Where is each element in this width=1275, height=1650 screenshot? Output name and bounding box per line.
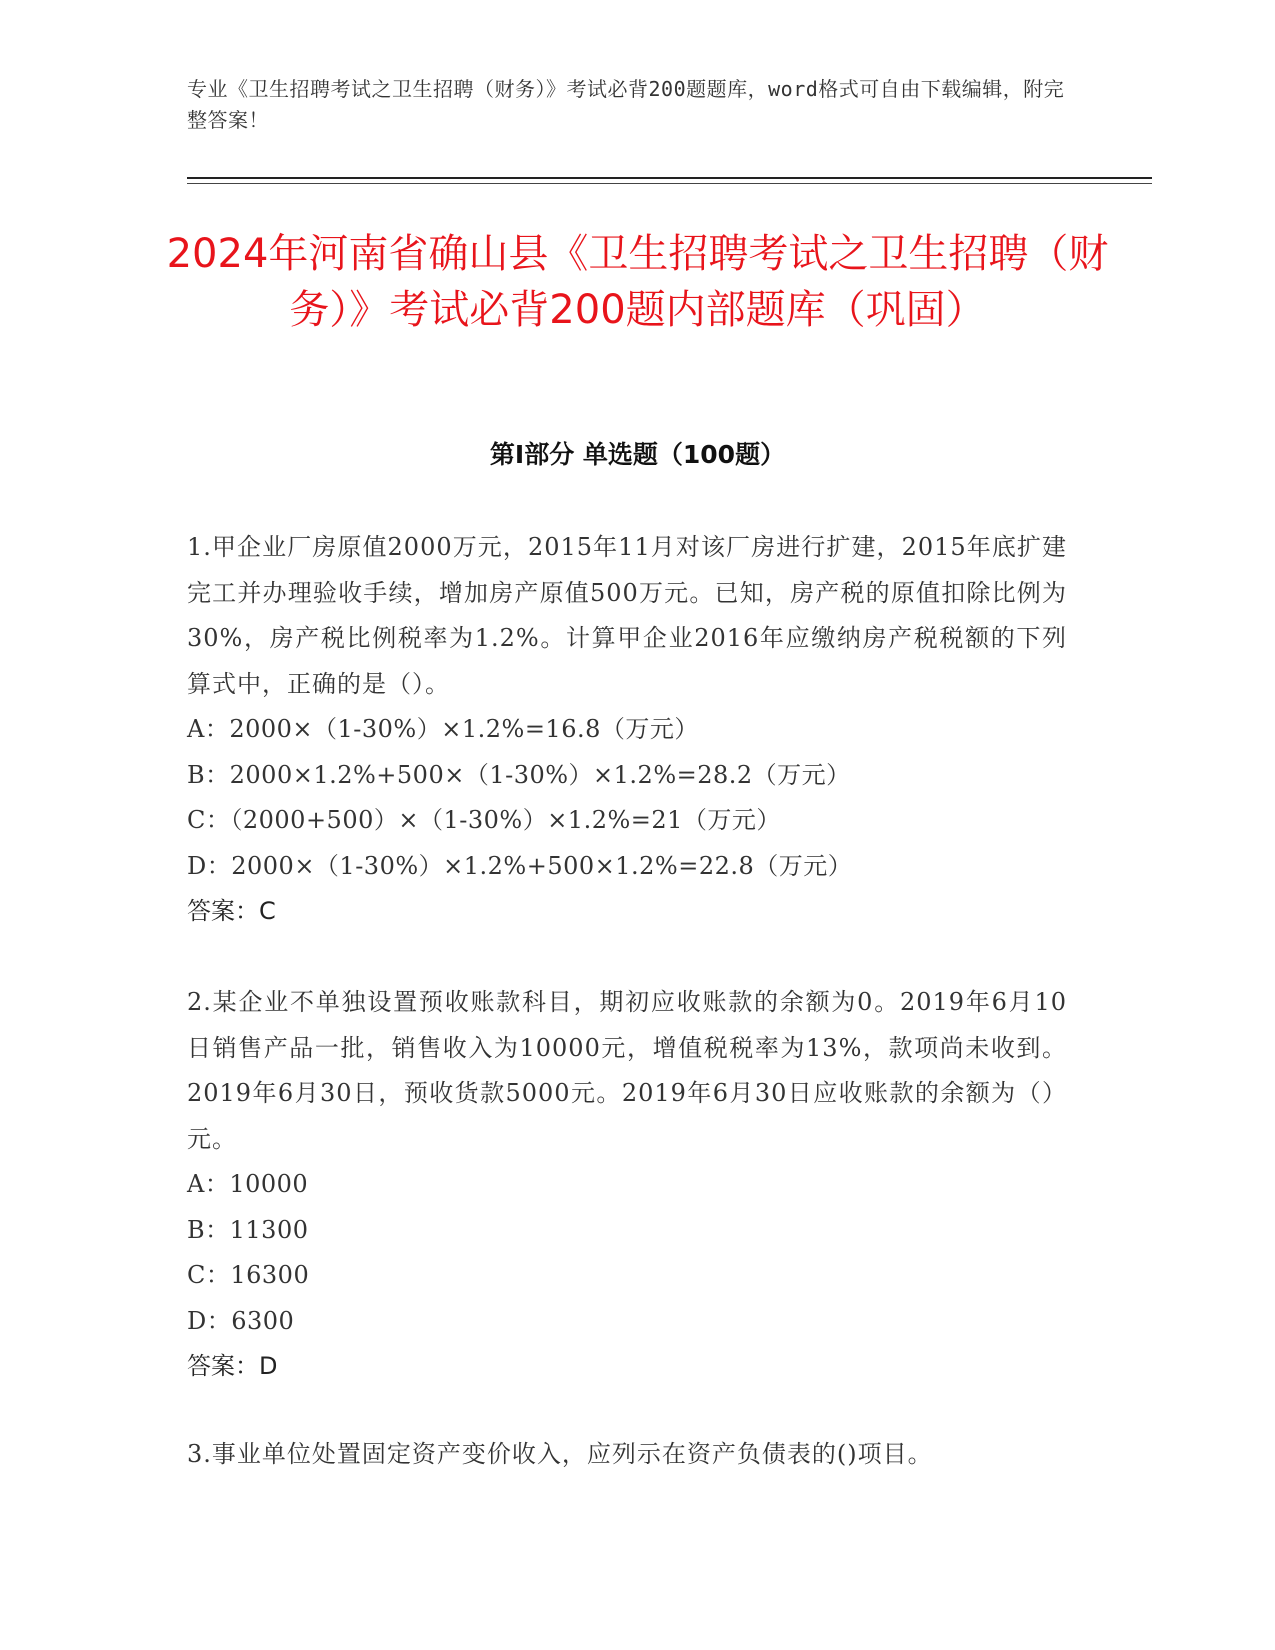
header-note: 专业《卫生招聘考试之卫生招聘（财务）》考试必背200题题库，word格式可自由下载编辑，附完整答案！ <box>187 77 1065 132</box>
option-c: C：16300 <box>187 1261 310 1289</box>
answer-line: 答案：D <box>187 1352 278 1380</box>
section-title: 第I部分 单选题（100题） <box>489 440 786 469</box>
option-a: A：10000 <box>187 1170 309 1198</box>
document-title: 2024年河南省确山县《卫生招聘考试之卫生招聘（财务）》考试必背200题内部题库（巩固） <box>166 231 1109 333</box>
option-a: A：2000×（1-30%）×1.2%=16.8（万元） <box>187 715 699 743</box>
question-stem: 1.甲企业厂房原值2000万元，2015年11月对该厂房进行扩建，2015年底扩建完工并办理验收手续，增加房产原值500万元。已知，房产税的原值扣除比例为30%，房产税比例税率为1.2%。计算甲企业2016年应缴纳房产税税额的下列算式中，正确的是（）。 <box>187 533 1067 698</box>
header-divider-thick <box>187 177 1152 179</box>
answer-line: 答案：C <box>187 897 276 925</box>
header-divider-thin <box>187 183 1152 184</box>
question-2 <box>187 980 1067 1390</box>
option-d: D：6300 <box>187 1306 295 1335</box>
question-3 <box>187 1432 1067 1478</box>
question-1 <box>187 525 1067 935</box>
question-stem: 3.事业单位处置固定资产变价收入，应列示在资产负债表的()项目。 <box>187 1440 933 1468</box>
option-d: D：2000×（1-30%）×1.2%+500×1.2%=22.8（万元） <box>187 851 853 880</box>
option-c: C：（2000+500）×（1-30%）×1.2%=21（万元） <box>187 806 781 834</box>
question-stem: 2.某企业不单独设置预收账款科目，期初应收账款的余额为0。2019年6月10日销售产品一批，销售收入为10000元，增值税税率为13%，款项尚未收到。2019年6月30日，预收货款5000元。2019年6月30日应收账款的余额为（）元。 <box>187 988 1067 1153</box>
option-b: B：2000×1.2%+500×（1-30%）×1.2%=28.2（万元） <box>187 760 851 789</box>
option-b: B：11300 <box>187 1215 309 1244</box>
